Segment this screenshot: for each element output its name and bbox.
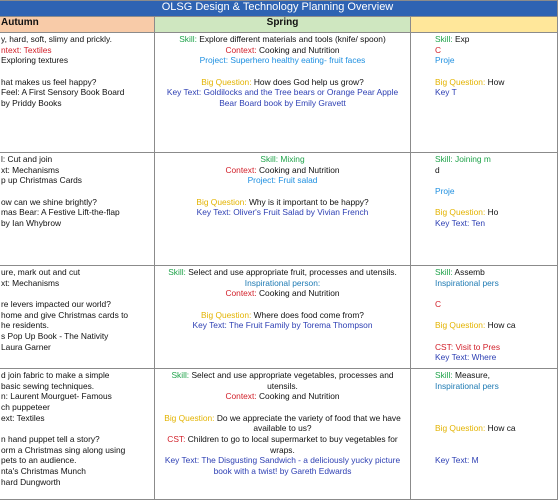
- field-value: How ca: [485, 423, 516, 434]
- autumn-skill: d join fabric to make a simple: [1, 370, 110, 380]
- summer-skill: [435, 267, 554, 278]
- summer-skill-cont: d: [435, 164, 440, 175]
- spring-context: [158, 288, 407, 299]
- autumn-inspirational-person: n: Laurent Mourguet- Famous: [1, 391, 112, 402]
- field-keyword: Context:: [225, 391, 257, 402]
- field-keyword: Context:: [225, 44, 257, 55]
- field-value: Assemb: [452, 267, 485, 277]
- summer-spacer: [435, 66, 554, 77]
- summer-key-text: [435, 352, 554, 363]
- autumn-spacer: [1, 423, 151, 434]
- autumn-context: ext: Textiles: [1, 412, 45, 423]
- title-row: [0, 1, 558, 17]
- field-keyword: Key Text:: [435, 455, 470, 466]
- autumn-project: p up Christmas Cards: [1, 175, 82, 186]
- header-summer: [411, 17, 558, 33]
- field-value: Joining m: [452, 154, 491, 164]
- field-keyword: Key Text:: [196, 207, 231, 218]
- table-row: [0, 33, 558, 153]
- summer-spacer: [435, 197, 554, 208]
- summer-cell: [411, 33, 558, 153]
- autumn-spacer: [1, 66, 151, 77]
- field-value: Explore different materials and tools (knife/ spoon): [196, 34, 386, 44]
- summer-cst: [435, 342, 554, 353]
- summer-cell: [411, 369, 558, 500]
- field-keyword: Big Question:: [196, 196, 247, 207]
- field-keyword: Big Question:: [435, 207, 486, 218]
- field-keyword: Key Text:: [435, 352, 470, 363]
- summer-project: Proje: [435, 55, 455, 66]
- field-value: Oliver's Fruit Salad by Vivian French: [230, 207, 369, 218]
- field-keyword: Skill:: [435, 34, 453, 44]
- spring-cell: [155, 266, 411, 369]
- field-value: Cooking and Nutrition: [256, 44, 340, 55]
- autumn-context: xt: Mechanisms: [1, 164, 60, 175]
- spring-spacer: [158, 299, 407, 310]
- spring-key-text: [158, 455, 407, 476]
- spring-spacer: [158, 402, 407, 413]
- summer-inspirational-person: Inspirational pers: [435, 277, 499, 288]
- field-value: Superhero healthy eating- fruit faces: [228, 55, 366, 66]
- field-value: Ten: [469, 218, 485, 229]
- field-value: How does God help us grow?: [251, 76, 364, 87]
- field-keyword: Key Text:: [192, 320, 227, 331]
- autumn-context: ntext: Textiles: [1, 44, 52, 55]
- summer-context: C: [435, 44, 442, 55]
- summer-spacer: [435, 175, 554, 186]
- field-value: Do we appreciate the variety of food that we have available to us?: [214, 412, 401, 434]
- field-value: Visit to Pres: [453, 341, 501, 352]
- autumn-big-question: ow can we shine brightly?: [1, 196, 97, 207]
- field-value: M: [469, 455, 479, 466]
- summer-spacer: [435, 391, 554, 402]
- spring-skill: [158, 34, 407, 45]
- field-value: Why is it important to be happy?: [246, 196, 369, 207]
- autumn-big-question: n hand puppet tell a story?: [1, 434, 100, 445]
- field-keyword: Big Question:: [435, 320, 486, 331]
- autumn-key-text-author: hard Dungworth: [1, 476, 61, 487]
- spring-spacer: [158, 66, 407, 77]
- field-keyword: Project:: [199, 55, 229, 66]
- autumn-key-text: Feel: A First Sensory Book Board: [1, 87, 125, 98]
- field-keyword: Key Text:: [164, 455, 200, 466]
- summer-spacer: [435, 288, 554, 299]
- autumn-key-text: mas Bear: A Festive Lift-the-flap: [1, 207, 120, 218]
- field-value: Exp: [452, 34, 470, 44]
- summer-cell: [411, 266, 558, 369]
- autumn-project: Exploring textures: [1, 55, 69, 66]
- table-row: [0, 369, 558, 500]
- field-keyword: Skill:: [168, 267, 186, 277]
- summer-big-question: [435, 77, 554, 88]
- spring-big-question: [158, 413, 407, 434]
- autumn-skill: l: Cut and join: [1, 154, 53, 164]
- summer-skill: [435, 370, 554, 381]
- field-value: How: [485, 76, 505, 87]
- season-header-row: [0, 17, 558, 33]
- field-keyword: Skill:: [435, 267, 453, 277]
- summer-cell: [411, 153, 558, 266]
- field-value: Cooking and Nutrition: [256, 164, 340, 175]
- field-keyword: Skill:: [435, 154, 453, 164]
- field-keyword: Context:: [225, 288, 257, 299]
- spring-key-text: [158, 320, 407, 331]
- autumn-context: xt: Mechanisms: [1, 277, 60, 288]
- autumn-cst-cont: pets to an audience.: [1, 455, 77, 466]
- summer-spacer: [435, 331, 554, 342]
- field-keyword: Skill:: [179, 34, 197, 44]
- autumn-skill-cont: basic sewing techniques.: [1, 380, 95, 391]
- spring-skill: [158, 267, 407, 278]
- autumn-big-question: re levers impacted our world?: [1, 299, 111, 310]
- autumn-inspirational-person-cont: ch puppeteer: [1, 402, 50, 413]
- header-autumn: Autumn: [0, 17, 155, 33]
- autumn-skill: ure, mark out and cut: [1, 267, 81, 277]
- field-value: Where does food come from?: [251, 309, 364, 320]
- field-value: Cooking and Nutrition: [256, 391, 340, 402]
- summer-context: C: [435, 299, 442, 310]
- summer-skill: [435, 34, 554, 45]
- summer-spacer: [435, 434, 554, 445]
- field-value: Select and use appropriate vegetables, processes and utensils.: [189, 370, 394, 391]
- field-keyword: Key Text:: [435, 218, 470, 229]
- header-spring: Spring: [155, 17, 411, 33]
- field-value: Ho: [485, 207, 499, 218]
- autumn-cst-cont: he residents.: [1, 320, 49, 331]
- summer-key-text: [435, 455, 554, 466]
- summer-spacer: [435, 445, 554, 456]
- autumn-cell: [0, 369, 155, 500]
- field-keyword: Big Question:: [164, 412, 215, 423]
- autumn-cell: [0, 33, 155, 153]
- spring-skill: [158, 370, 407, 391]
- autumn-skill: y, hard, soft, slimy and prickly.: [1, 34, 112, 44]
- spring-skill: [158, 154, 407, 165]
- autumn-cst: orm a Christmas sing along using: [1, 444, 126, 455]
- document-title: OLSG Design & Technology Planning Overview: [0, 1, 558, 17]
- summer-key-text: Key T: [435, 87, 457, 98]
- spring-spacer: [158, 186, 407, 197]
- summer-spacer: [435, 402, 554, 413]
- spring-project: [158, 175, 407, 186]
- summer-spacer: [435, 310, 554, 321]
- autumn-spacer: [1, 288, 151, 299]
- spring-inspirational-person: [158, 278, 407, 289]
- spring-big-question: [158, 197, 407, 208]
- spring-big-question: [158, 310, 407, 321]
- autumn-cell: [0, 266, 155, 369]
- summer-inspirational-person: Inspirational pers: [435, 380, 499, 391]
- summer-big-question: [435, 320, 554, 331]
- autumn-key-text: s Pop Up Book - The Nativity: [1, 331, 109, 342]
- spring-project: [158, 55, 407, 66]
- field-keyword: Big Question:: [435, 76, 486, 87]
- field-keyword: Big Question:: [201, 76, 252, 87]
- field-keyword: Project:: [247, 175, 276, 186]
- field-value: Cooking and Nutrition: [256, 288, 340, 299]
- spring-cell: [155, 153, 411, 266]
- spring-context: [158, 165, 407, 176]
- field-value: Children to go to local supermarket to buy vegetables for wraps.: [185, 434, 398, 455]
- spring-cst: [158, 434, 407, 455]
- summer-project: Proje: [435, 186, 455, 197]
- field-value: Goldilocks and the Tree bears or Orange Pear Apple Bear Board book by Emily Gravett: [201, 87, 399, 109]
- field-keyword: Big Question:: [435, 423, 486, 434]
- spring-context: [158, 45, 407, 56]
- field-keyword: Skill:: [171, 370, 190, 380]
- summer-big-question: [435, 423, 554, 434]
- field-value: Where: [469, 352, 497, 363]
- summer-key-text: [435, 218, 554, 229]
- autumn-key-text-author: by Ian Whybrow: [1, 218, 62, 229]
- field-keyword: Big Question:: [201, 309, 252, 320]
- field-keyword: Skill:: [435, 370, 453, 380]
- field-keyword: CST:: [435, 341, 454, 352]
- spring-key-text: [158, 207, 407, 218]
- field-keyword: Key Text:: [166, 87, 202, 98]
- autumn-key-text-author: Laura Garner: [1, 341, 51, 352]
- table-row: [0, 153, 558, 266]
- field-value: Measure,: [452, 370, 490, 380]
- summer-big-question: [435, 207, 554, 218]
- spring-big-question: [158, 77, 407, 88]
- field-keyword: CST:: [167, 434, 186, 445]
- summer-skill: [435, 154, 554, 165]
- spring-key-text: [158, 87, 407, 108]
- autumn-spacer: [1, 186, 151, 197]
- spring-cell: [155, 369, 411, 500]
- field-value: Select and use appropriate fruit, processes and utensils.: [185, 267, 397, 277]
- field-value: Mixing: [278, 154, 305, 164]
- autumn-key-text-author: by Priddy Books: [1, 98, 62, 109]
- field-value: How ca: [485, 320, 516, 331]
- autumn-cell: [0, 153, 155, 266]
- field-value: The Disgusting Sandwich - a deliciously yucky picture book with a twist! by Gareth Edwards: [199, 455, 401, 477]
- field-value: Fruit salad: [275, 175, 318, 186]
- field-keyword: Inspirational person:: [244, 277, 321, 288]
- field-keyword: Context:: [225, 164, 257, 175]
- autumn-cst: home and give Christmas cards to: [1, 309, 129, 320]
- field-value: The Fruit Family by Torema Thompson: [226, 320, 373, 331]
- table-row: [0, 266, 558, 369]
- autumn-key-text: nta's Christmas Munch: [1, 466, 86, 477]
- summer-spacer: [435, 413, 554, 424]
- field-keyword: Skill:: [260, 154, 279, 164]
- spring-context: [158, 391, 407, 402]
- spring-cell: [155, 33, 411, 153]
- autumn-big-question: hat makes us feel happy?: [1, 76, 97, 87]
